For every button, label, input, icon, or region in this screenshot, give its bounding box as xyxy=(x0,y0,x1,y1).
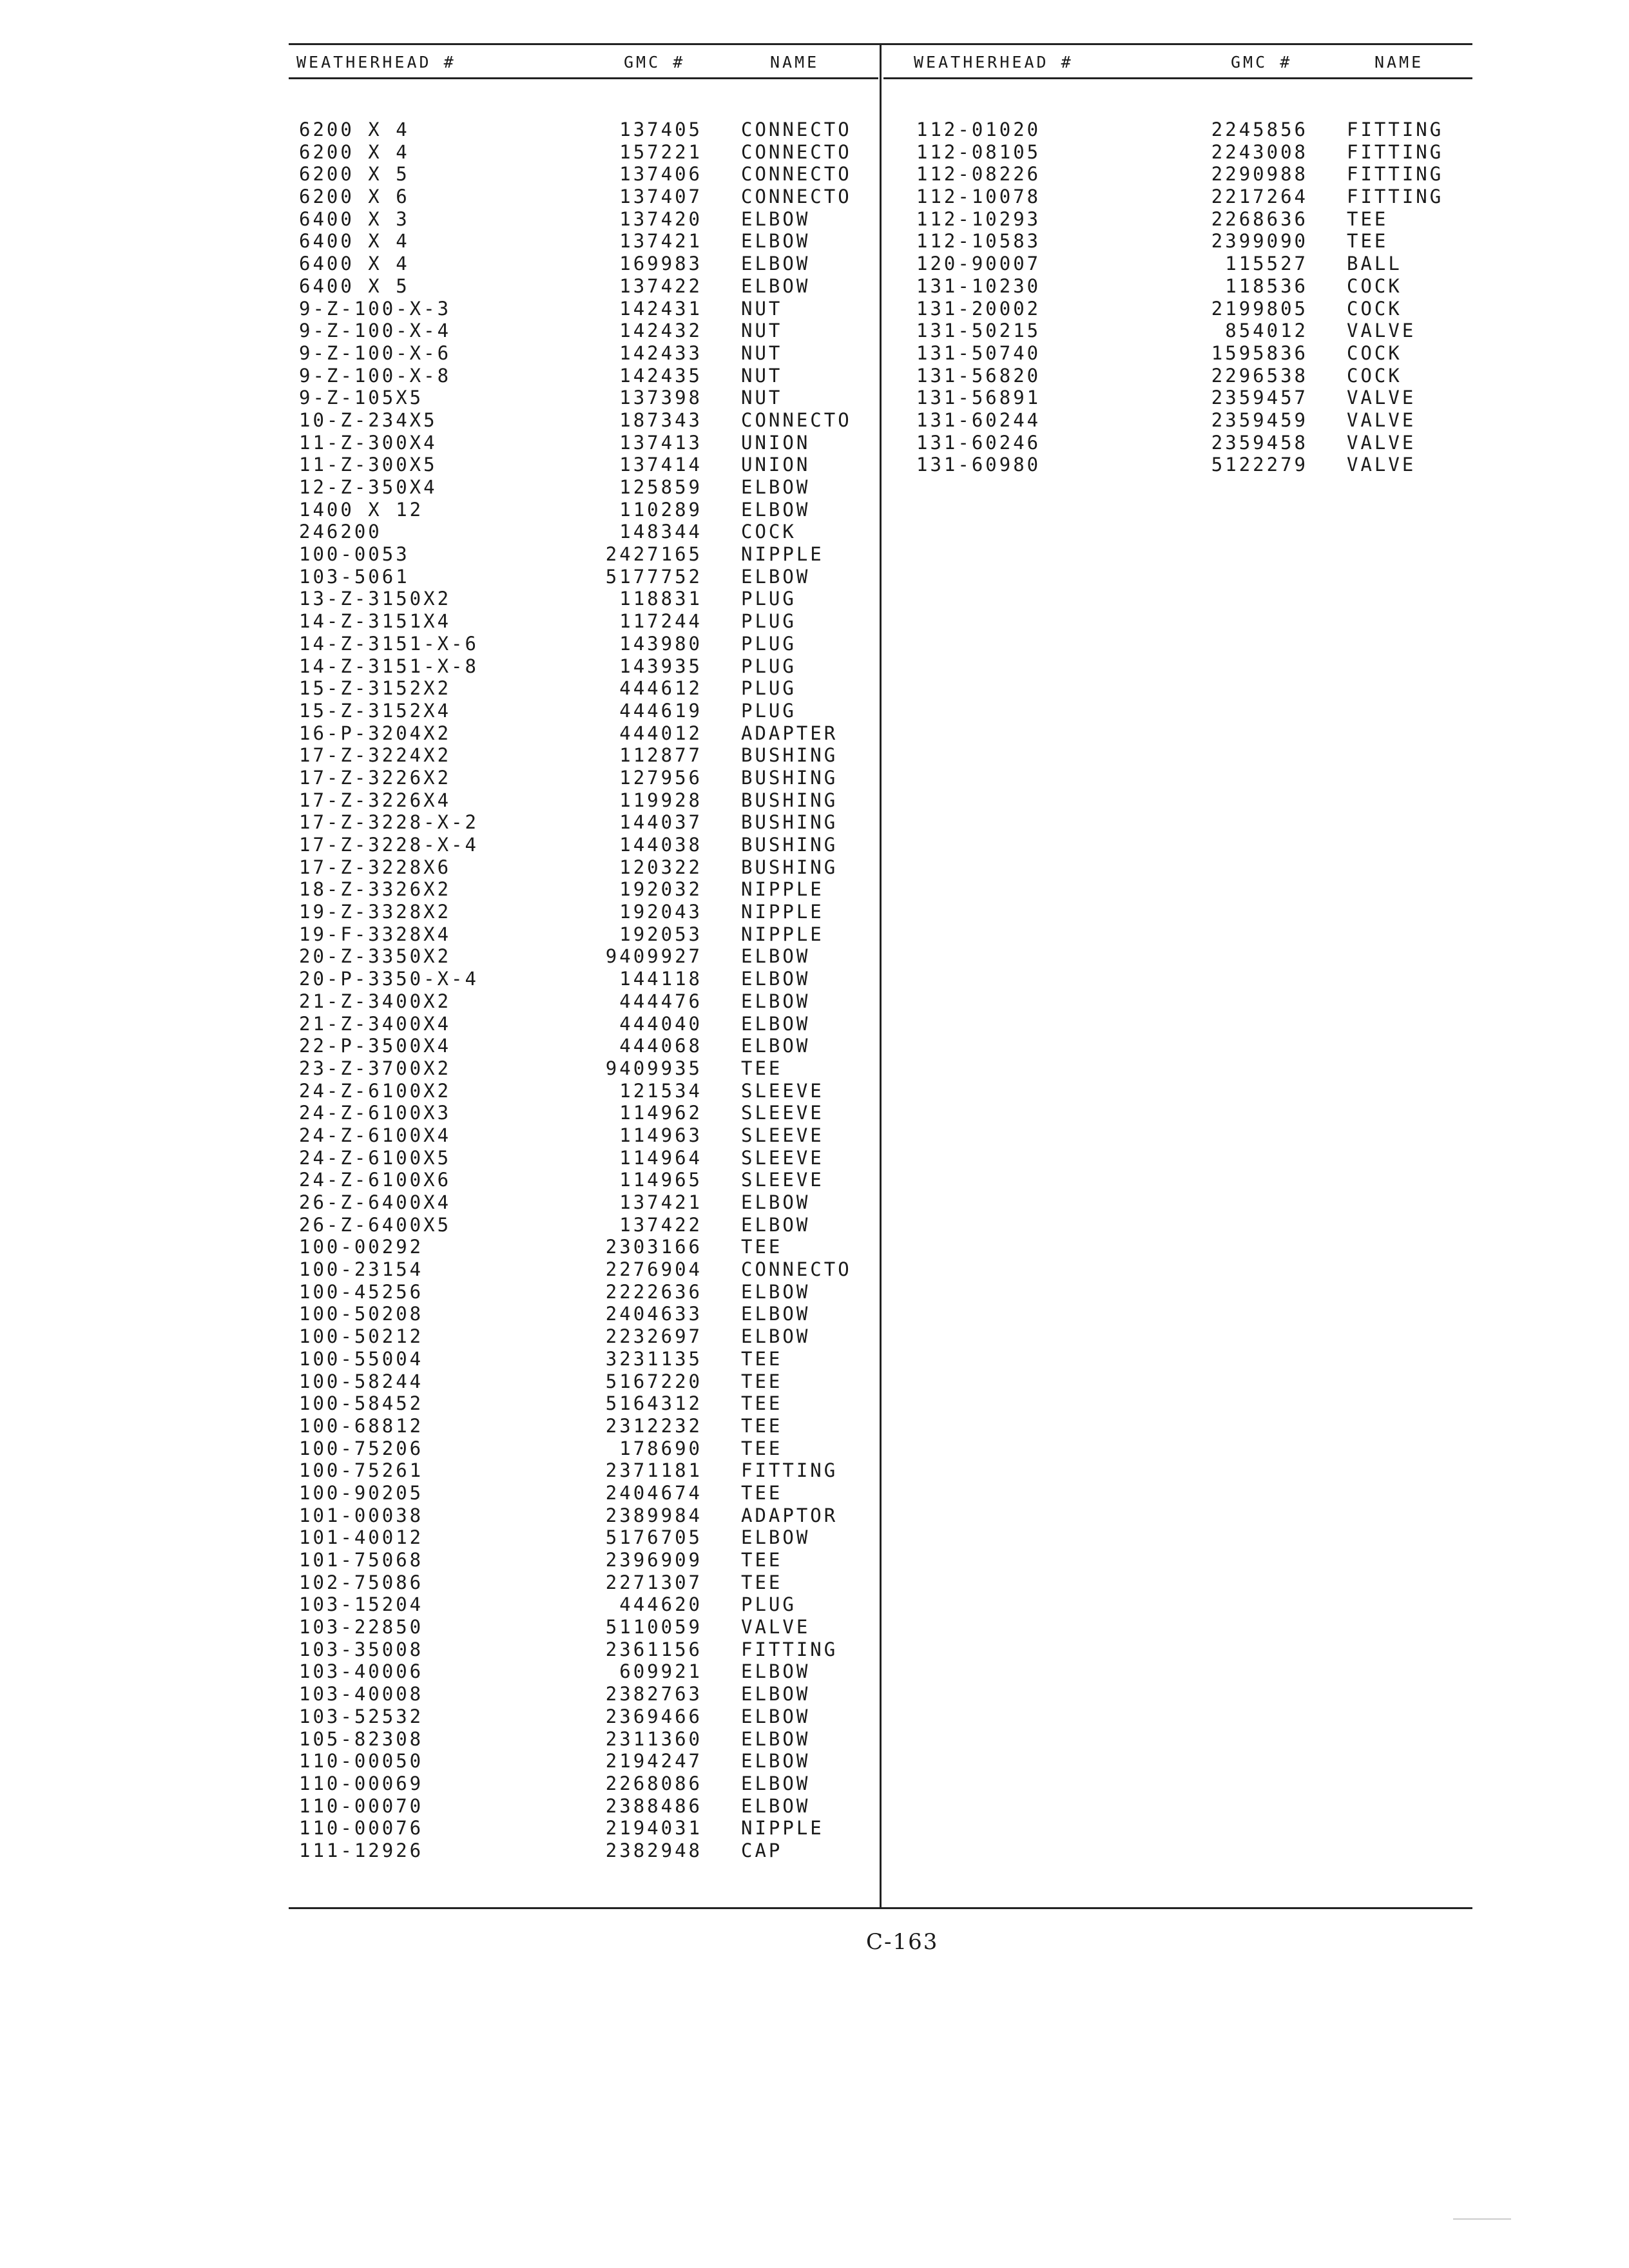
weatherhead-number: 101-75068 xyxy=(299,1549,424,1571)
weatherhead-number: 17-Z-3226X4 xyxy=(299,789,452,811)
part-name: BALL xyxy=(1347,253,1402,275)
part-name: ELBOW xyxy=(741,476,811,498)
weatherhead-number: 17-Z-3228X6 xyxy=(299,856,452,878)
weatherhead-number: 100-45256 xyxy=(299,1280,424,1303)
weatherhead-number: 103-40008 xyxy=(299,1683,424,1706)
weatherhead-number: 17-Z-3226X2 xyxy=(299,766,452,789)
weatherhead-number: 13-Z-3150X2 xyxy=(299,588,452,610)
part-name: CONNECTO xyxy=(741,1258,852,1281)
weatherhead-number: 23-Z-3700X2 xyxy=(299,1057,452,1079)
weatherhead-number: 9-Z-100-X-3 xyxy=(299,297,452,320)
weatherhead-number: 20-Z-3350X2 xyxy=(299,945,452,968)
weatherhead-number: 103-52532 xyxy=(299,1705,424,1727)
part-name: ELBOW xyxy=(741,1794,811,1817)
part-name: ELBOW xyxy=(741,230,811,253)
part-name: BUSHING xyxy=(741,834,838,856)
weatherhead-number: 15-Z-3152X4 xyxy=(299,699,452,722)
weatherhead-number: 112-10293 xyxy=(916,207,1041,230)
part-name: VALVE xyxy=(741,1616,811,1639)
weatherhead-number: 26-Z-6400X4 xyxy=(299,1191,452,1213)
part-name: ELBOW xyxy=(741,1303,811,1325)
weatherhead-number: 112-01020 xyxy=(916,119,1041,140)
part-name: COCK xyxy=(1347,341,1402,364)
weatherhead-number: 131-56891 xyxy=(916,387,1041,409)
weatherhead-number: 131-60980 xyxy=(916,454,1041,476)
part-name: NUT xyxy=(741,297,783,320)
part-name: SLEEVE xyxy=(741,1146,824,1169)
part-name: FITTING xyxy=(1347,119,1444,140)
weatherhead-number: 131-60246 xyxy=(916,431,1041,454)
header-left-part: WEATHERHEAD # xyxy=(296,53,456,72)
part-name: ELBOW xyxy=(741,274,811,297)
part-name: ELBOW xyxy=(741,1325,811,1348)
part-name: CONNECTO xyxy=(741,119,852,140)
part-name: TEE xyxy=(741,1236,783,1258)
weatherhead-number: 131-10230 xyxy=(916,274,1041,297)
weatherhead-number: 100-00292 xyxy=(299,1236,424,1258)
weatherhead-number: 17-Z-3228-X-4 xyxy=(299,834,479,856)
part-name: ELBOW xyxy=(741,1750,811,1773)
weatherhead-number: 16-P-3204X2 xyxy=(299,722,452,744)
part-name: NUT xyxy=(741,387,783,409)
part-name: BUSHING xyxy=(741,856,838,878)
part-name: ELBOW xyxy=(741,1280,811,1303)
part-name: PLUG xyxy=(741,610,796,633)
weatherhead-number: 100-90205 xyxy=(299,1481,424,1504)
part-name: ELBOW xyxy=(741,207,811,230)
part-name: COCK xyxy=(1347,364,1402,387)
weatherhead-number: 6400 X 4 xyxy=(299,253,410,275)
weatherhead-number: 14-Z-3151X4 xyxy=(299,610,452,633)
part-name: TEE xyxy=(741,1437,783,1459)
weatherhead-number: 131-50740 xyxy=(916,341,1041,364)
part-name: VALVE xyxy=(1347,431,1416,454)
part-name: COCK xyxy=(1347,274,1402,297)
header-right-part: WEATHERHEAD # xyxy=(914,53,1074,72)
weatherhead-number: 246200 xyxy=(299,521,382,543)
part-name: NIPPLE xyxy=(741,901,824,923)
part-name: TEE xyxy=(741,1370,783,1392)
part-name: ELBOW xyxy=(741,1772,811,1794)
part-name: ELBOW xyxy=(741,1683,811,1706)
weatherhead-number: 11-Z-300X5 xyxy=(299,454,438,476)
weatherhead-number: 101-00038 xyxy=(299,1504,424,1526)
part-name: ELBOW xyxy=(741,1705,811,1727)
weatherhead-number: 131-60244 xyxy=(916,408,1041,431)
part-name: TEE xyxy=(741,1481,783,1504)
weatherhead-number: 6200 X 4 xyxy=(299,119,410,140)
part-name: FITTING xyxy=(1347,140,1444,163)
weatherhead-number: 101-40012 xyxy=(299,1526,424,1549)
part-name: ADAPTER xyxy=(741,722,838,744)
weatherhead-number: 6400 X 3 xyxy=(299,207,410,230)
weatherhead-number: 131-56820 xyxy=(916,364,1041,387)
weatherhead-number: 100-58244 xyxy=(299,1370,424,1392)
weatherhead-number: 131-20002 xyxy=(916,297,1041,320)
part-name: COCK xyxy=(741,521,796,543)
part-name: SLEEVE xyxy=(741,1169,824,1191)
weatherhead-number: 9-Z-100-X-6 xyxy=(299,341,452,364)
part-name: TEE xyxy=(741,1392,783,1415)
part-name: BUSHING xyxy=(741,744,838,767)
header-rule-right xyxy=(883,77,1472,79)
part-name: BUSHING xyxy=(741,766,838,789)
weatherhead-number: 24-Z-6100X3 xyxy=(299,1102,452,1124)
weatherhead-number: 100-0053 xyxy=(299,543,410,566)
part-name: ELBOW xyxy=(741,945,811,968)
scan-mark xyxy=(1453,2218,1511,2220)
weatherhead-number: 103-35008 xyxy=(299,1638,424,1660)
column-divider xyxy=(880,43,882,1909)
part-name: TEE xyxy=(741,1347,783,1370)
weatherhead-number: 6400 X 5 xyxy=(299,274,410,297)
weatherhead-number: 103-15204 xyxy=(299,1593,424,1616)
weatherhead-number: 9-Z-105X5 xyxy=(299,387,424,409)
part-name: NUT xyxy=(741,341,783,364)
weatherhead-number: 100-75206 xyxy=(299,1437,424,1459)
weatherhead-number: 105-82308 xyxy=(299,1727,424,1750)
weatherhead-number: 6200 X 4 xyxy=(299,140,410,163)
part-name: SLEEVE xyxy=(741,1102,824,1124)
part-name: ELBOW xyxy=(741,1727,811,1750)
part-name: VALVE xyxy=(1347,454,1416,476)
weatherhead-number: 19-Z-3328X2 xyxy=(299,901,452,923)
part-name: ADAPTOR xyxy=(741,1504,838,1526)
weatherhead-number: 24-Z-6100X5 xyxy=(299,1146,452,1169)
part-name: CONNECTO xyxy=(741,163,852,186)
weatherhead-number: 9-Z-100-X-4 xyxy=(299,320,452,342)
part-name: VALVE xyxy=(1347,387,1416,409)
part-name: ELBOW xyxy=(741,498,811,521)
weatherhead-number: 112-08226 xyxy=(916,163,1041,186)
weatherhead-number: 14-Z-3151-X-8 xyxy=(299,655,479,677)
part-name: NIPPLE xyxy=(741,543,824,566)
weatherhead-number: 24-Z-6100X4 xyxy=(299,1124,452,1146)
part-name: UNION xyxy=(741,431,811,454)
part-name: PLUG xyxy=(741,677,796,700)
part-name: FITTING xyxy=(741,1459,838,1482)
part-name: NUT xyxy=(741,364,783,387)
part-name: TEE xyxy=(741,1414,783,1437)
weatherhead-number: 103-40006 xyxy=(299,1660,424,1683)
weatherhead-number: 103-22850 xyxy=(299,1616,424,1639)
header-right-gmc: GMC # xyxy=(1231,53,1293,72)
part-name: BUSHING xyxy=(741,789,838,811)
weatherhead-number: 1400 X 12 xyxy=(299,498,424,521)
part-name: CONNECTO xyxy=(741,408,852,431)
weatherhead-number: 11-Z-300X4 xyxy=(299,431,438,454)
weatherhead-number: 100-23154 xyxy=(299,1258,424,1281)
weatherhead-number: 112-08105 xyxy=(916,140,1041,163)
weatherhead-number: 22-P-3500X4 xyxy=(299,1035,452,1057)
weatherhead-number: 110-00070 xyxy=(299,1794,424,1817)
weatherhead-number: 24-Z-6100X6 xyxy=(299,1169,452,1191)
page-number: C-163 xyxy=(866,1929,939,1955)
weatherhead-number: 100-55004 xyxy=(299,1347,424,1370)
weatherhead-number: 6400 X 4 xyxy=(299,230,410,253)
part-name: ELBOW xyxy=(741,1035,811,1057)
weatherhead-number: 110-00076 xyxy=(299,1817,424,1840)
header-rule-left xyxy=(289,77,878,79)
weatherhead-number: 20-P-3350-X-4 xyxy=(299,968,479,990)
part-name: PLUG xyxy=(741,1593,796,1616)
part-name: ELBOW xyxy=(741,968,811,990)
part-name: ELBOW xyxy=(741,565,811,588)
part-name: SLEEVE xyxy=(741,1079,824,1102)
weatherhead-number: 24-Z-6100X2 xyxy=(299,1079,452,1102)
weatherhead-number: 9-Z-100-X-8 xyxy=(299,364,452,387)
bottom-rule xyxy=(289,1907,1472,1909)
part-name: TEE xyxy=(1347,230,1389,253)
part-name: TEE xyxy=(1347,207,1389,230)
part-name: ELBOW xyxy=(741,1526,811,1549)
part-name: COCK xyxy=(1347,297,1402,320)
part-name: NIPPLE xyxy=(741,878,824,901)
part-name: ELBOW xyxy=(741,1213,811,1236)
part-name: NUT xyxy=(741,320,783,342)
part-name: ELBOW xyxy=(741,1660,811,1683)
weatherhead-number: 18-Z-3326X2 xyxy=(299,878,452,901)
part-name: PLUG xyxy=(741,699,796,722)
part-name: ELBOW xyxy=(741,253,811,275)
part-name: CONNECTO xyxy=(741,186,852,208)
weatherhead-number: 110-00050 xyxy=(299,1750,424,1773)
part-name: CAP xyxy=(741,1839,783,1861)
part-name: SLEEVE xyxy=(741,1124,824,1146)
weatherhead-number: 100-75261 xyxy=(299,1459,424,1482)
weatherhead-number: 14-Z-3151-X-6 xyxy=(299,632,479,655)
part-name: PLUG xyxy=(741,632,796,655)
weatherhead-number: 100-50208 xyxy=(299,1303,424,1325)
weatherhead-number: 100-50212 xyxy=(299,1325,424,1348)
weatherhead-number: 110-00069 xyxy=(299,1772,424,1794)
part-name: TEE xyxy=(741,1057,783,1079)
part-name: FITTING xyxy=(1347,163,1444,186)
part-name: UNION xyxy=(741,454,811,476)
weatherhead-number: 131-50215 xyxy=(916,320,1041,342)
part-name: ELBOW xyxy=(741,1191,811,1213)
part-name: BUSHING xyxy=(741,811,838,834)
header-left-gmc: GMC # xyxy=(624,53,686,72)
weatherhead-number: 112-10583 xyxy=(916,230,1041,253)
part-name: NIPPLE xyxy=(741,923,824,945)
part-name: PLUG xyxy=(741,588,796,610)
part-name: NIPPLE xyxy=(741,1817,824,1840)
part-name: VALVE xyxy=(1347,408,1416,431)
weatherhead-number: 6200 X 5 xyxy=(299,163,410,186)
header-right-name: NAME xyxy=(1374,53,1424,72)
weatherhead-number: 21-Z-3400X4 xyxy=(299,1012,452,1035)
weatherhead-number: 112-10078 xyxy=(916,186,1041,208)
part-name: FITTING xyxy=(1347,186,1444,208)
part-name: FITTING xyxy=(741,1638,838,1660)
weatherhead-number: 17-Z-3224X2 xyxy=(299,744,452,767)
part-name: TEE xyxy=(741,1549,783,1571)
part-name: CONNECTO xyxy=(741,140,852,163)
weatherhead-number: 17-Z-3228-X-2 xyxy=(299,811,479,834)
weatherhead-number: 103-5061 xyxy=(299,565,410,588)
weatherhead-number: 15-Z-3152X2 xyxy=(299,677,452,700)
weatherhead-number: 6200 X 6 xyxy=(299,186,410,208)
part-name: PLUG xyxy=(741,655,796,677)
part-name: TEE xyxy=(741,1571,783,1593)
weatherhead-number: 111-12926 xyxy=(299,1839,424,1861)
weatherhead-number: 120-90007 xyxy=(916,253,1041,275)
weatherhead-number: 12-Z-350X4 xyxy=(299,476,438,498)
part-name: ELBOW xyxy=(741,990,811,1012)
part-name: ELBOW xyxy=(741,1012,811,1035)
header-left-name: NAME xyxy=(770,53,820,72)
weatherhead-number: 102-75086 xyxy=(299,1571,424,1593)
weatherhead-number: 10-Z-234X5 xyxy=(299,408,438,431)
weatherhead-number: 21-Z-3400X2 xyxy=(299,990,452,1012)
weatherhead-number: 100-58452 xyxy=(299,1392,424,1415)
weatherhead-number: 100-68812 xyxy=(299,1414,424,1437)
part-name: VALVE xyxy=(1347,320,1416,342)
weatherhead-number: 26-Z-6400X5 xyxy=(299,1213,452,1236)
weatherhead-number: 19-F-3328X4 xyxy=(299,923,452,945)
